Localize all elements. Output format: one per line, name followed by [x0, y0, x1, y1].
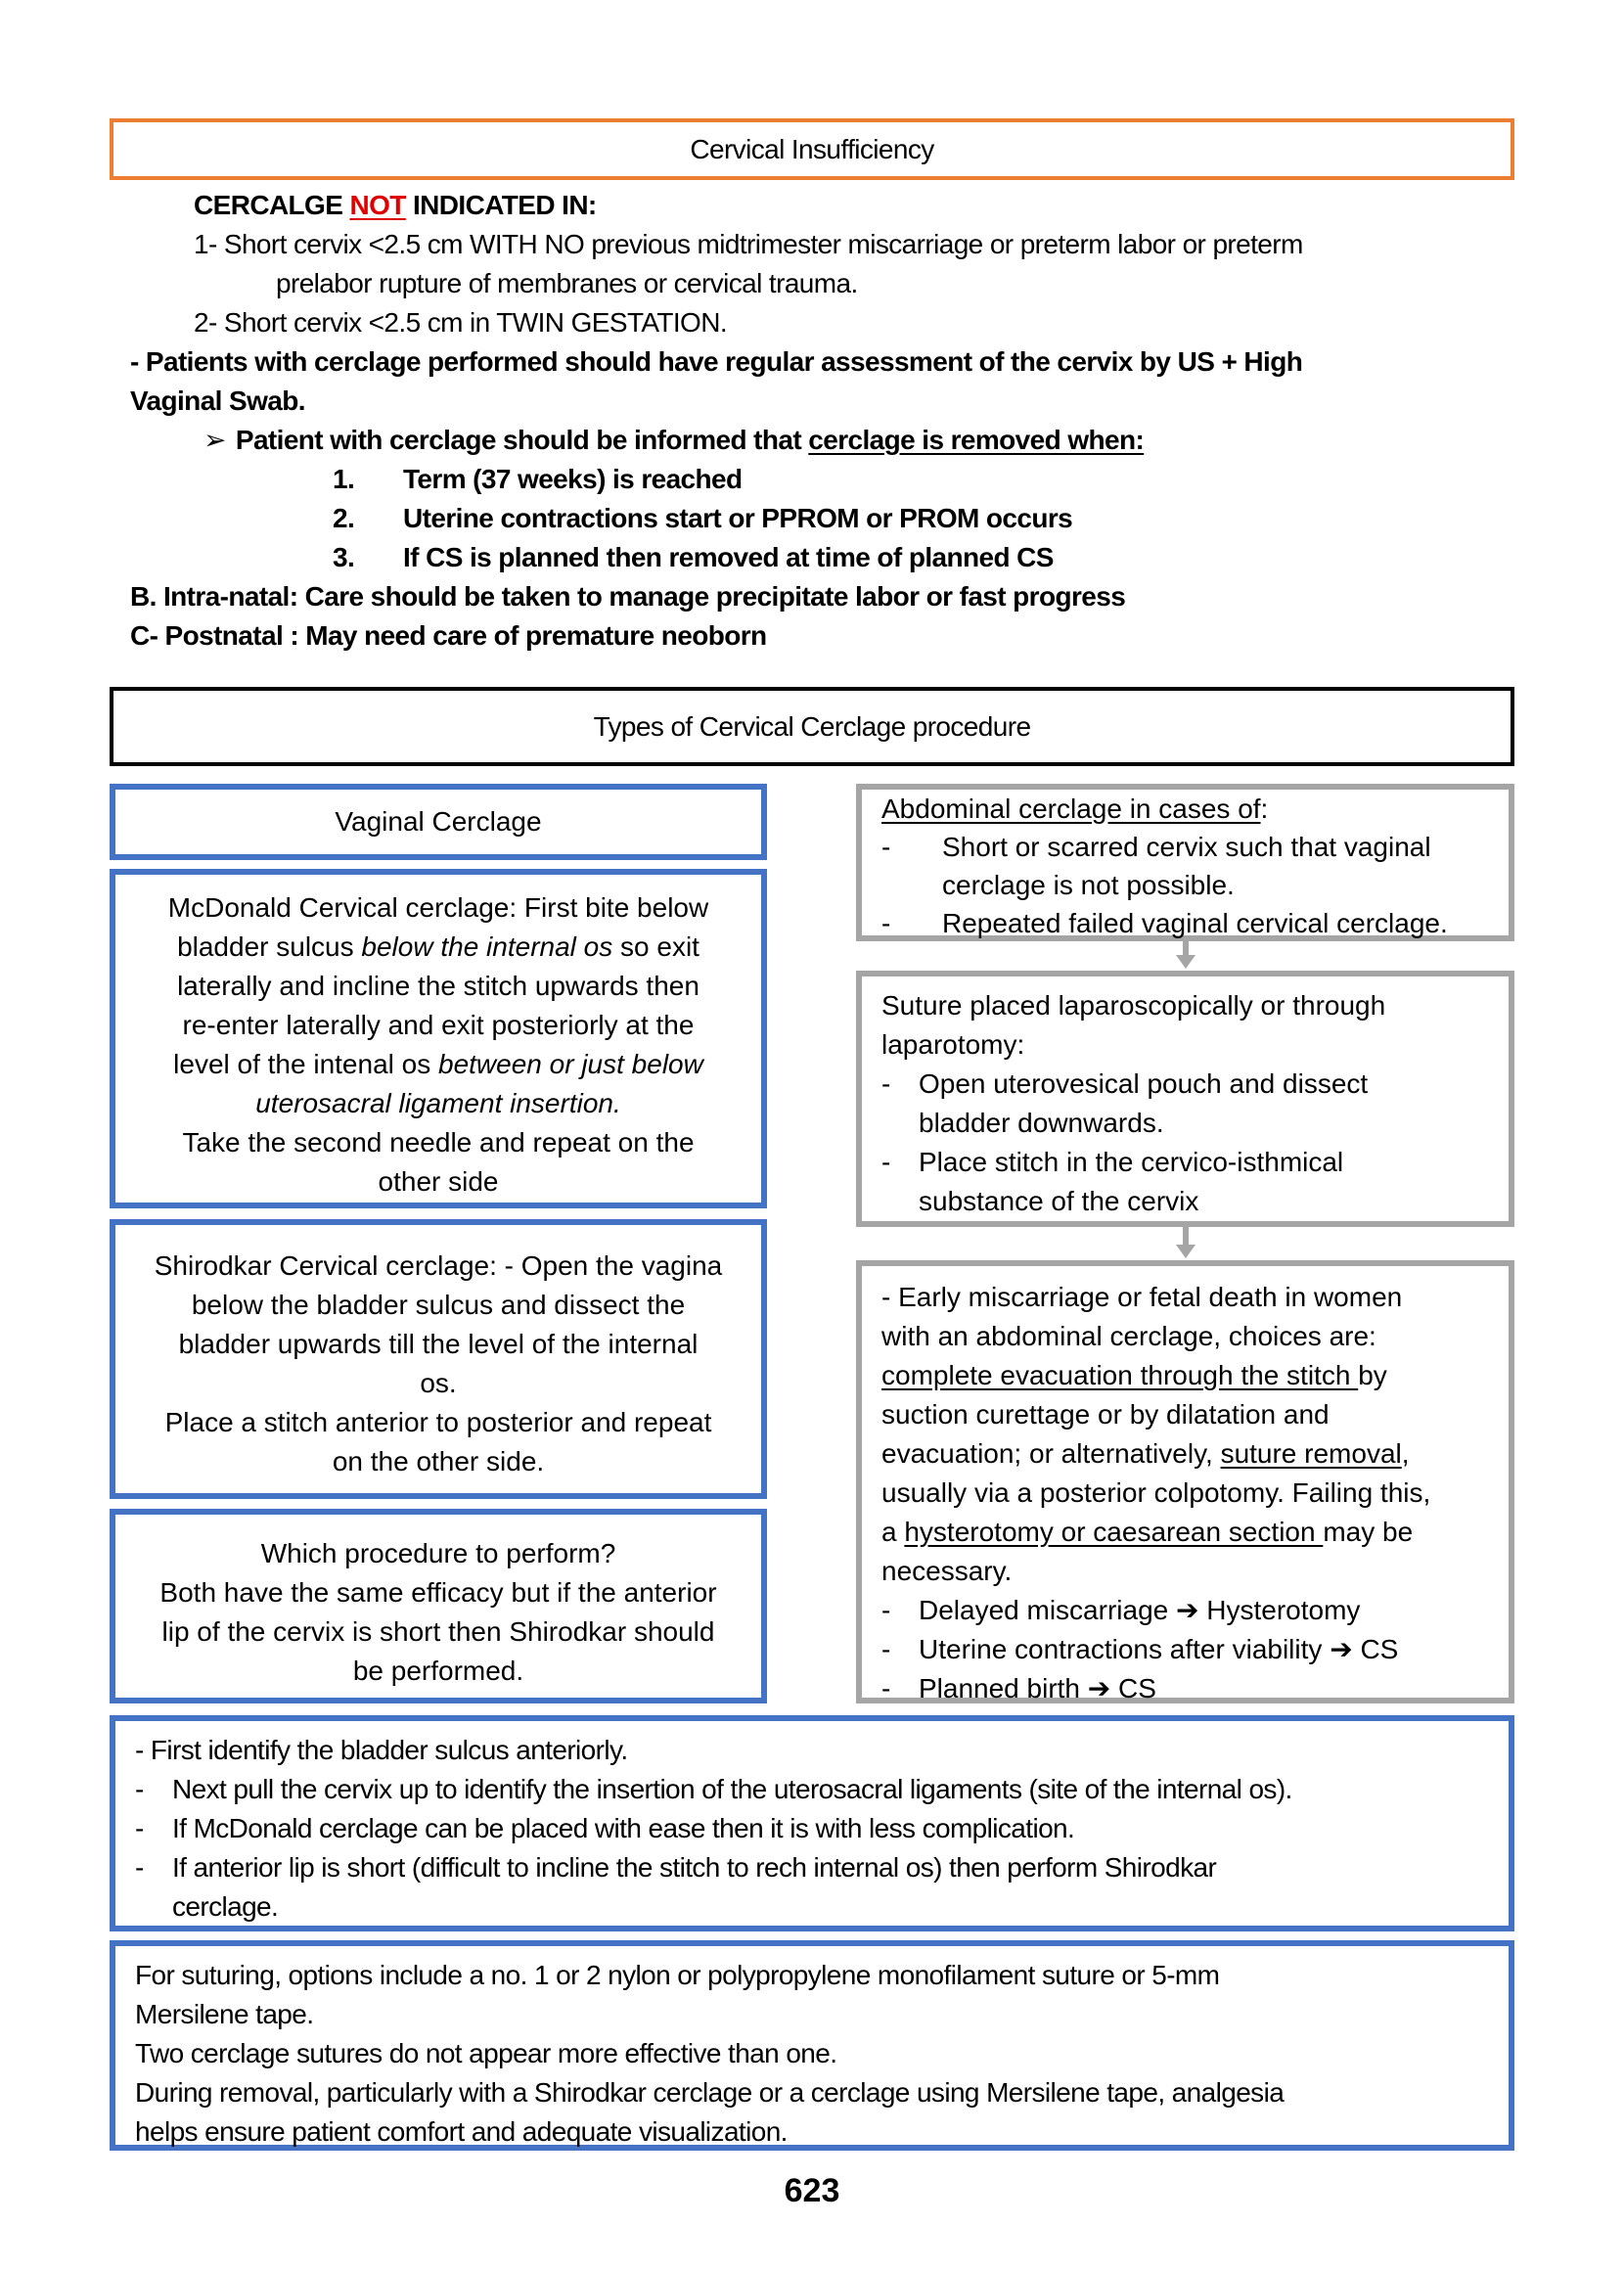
indication-item: - Repeated failed vaginal cervical cerclage.	[881, 908, 1448, 938]
not-indicated-item-1: 1- Short cervix <2.5 cm WITH NO previous midtrimester miscarriage or preterm labor or preterm	[194, 229, 1303, 259]
intranatal-line: B. Intra-natal: Care should be taken to manage precipitate labor or fast progress	[130, 581, 1126, 612]
flow-arrow-stem	[1183, 1227, 1189, 1247]
not-indicated-item-1-cont: prelabor rupture of membranes or cervical trauma.	[276, 268, 858, 298]
flow-arrow-down-icon	[1176, 955, 1195, 969]
shirodkar-box: Shirodkar Cervical cerclage: - Open the vagina below the bladder sulcus and dissect the bladder upwards till the level of the internal os. Place a stitch anterior to posterior and repeat on the other side.	[110, 1219, 767, 1499]
section-title-box	[110, 118, 1514, 180]
postnatal-line: C- Postnatal : May need care of premature neoborn	[130, 620, 767, 651]
page-number: 623	[784, 2172, 840, 2209]
assessment-line-2: Vaginal Swab.	[130, 386, 305, 416]
section-title: Cervical Insufficiency	[690, 133, 934, 164]
removal-item: 1. Term (37 weeks) is reached	[333, 464, 743, 494]
outcome-item: - Uterine contractions after viability ➔ CS	[881, 1630, 1509, 1669]
types-title-box	[110, 687, 1514, 766]
removal-item: 3. If CS is planned then removed at time of planned CS	[333, 542, 1054, 572]
removal-heading: ➢ Patient with cerclage should be informed that cerclage is removed when:	[203, 425, 1145, 455]
vaginal-cerclage-title: Vaginal Cerclage	[335, 806, 542, 837]
step-item: - If McDonald cerclage can be placed with ease then it is with less complication.	[135, 1813, 1075, 1843]
technique-item: - Place stitch in the cervico-isthmical substance of the cervix	[881, 1147, 1344, 1216]
mcdonald-box: McDonald Cervical cerclage: First bite below bladder sulcus below the internal os so exit laterally and incline the stitch upwards then re-enter laterally and exit posteriorly at the level of the intenal os between or just below uterosacral ligament insertion. Take the second needle and repeat on the other side	[110, 869, 767, 1208]
technique-item: - Open uterovesical pouch and dissect bladder downwards.	[881, 1068, 1369, 1138]
vaginal-cerclage-title-box	[110, 784, 767, 860]
types-title: Types of Cervical Cerclage procedure	[593, 710, 1031, 742]
flow-arrow-down-icon	[1176, 1245, 1195, 1258]
not-emphasis: NOT	[349, 190, 406, 220]
right-arrow-icon: ➔	[1330, 1634, 1353, 1664]
which-procedure-box: Which procedure to perform? Both have the same efficacy but if the anterior lip of the cervix is short then Shirodkar should be performed.	[110, 1509, 767, 1703]
step-item: - Next pull the cervix up to identify the insertion of the uterosacral ligaments (site of the internal os).	[135, 1774, 1292, 1804]
arrow-bullet-icon: ➢	[203, 425, 226, 455]
step-item: - If anterior lip is short (difficult to incline the stitch to rech internal os) then perform Shirodkar cerclage.	[135, 1852, 1217, 1922]
outcome-item: - Delayed miscarriage ➔ Hysterotomy	[881, 1591, 1509, 1630]
abdominal-technique-box: Suture placed laparoscopically or through laparotomy: - Open uterovesical pouch and dissect bladder downwards. - Place stitch in the cervico-isthmical substance of the cervix	[856, 971, 1514, 1227]
indication-item: - Short or scarred cervix such that vaginal cerclage is not possible.	[881, 832, 1431, 900]
removal-item: 2. Uterine contractions start or PPROM or PROM occurs	[333, 503, 1073, 533]
outcome-item: - Planned birth ➔ CS	[881, 1669, 1509, 1708]
assessment-line-1: - Patients with cerclage performed should have regular assessment of the cervix by US + High	[130, 346, 1303, 377]
suturing-box: For suturing, options include a no. 1 or 2 nylon or polypropylene monofilament suture or 5-mm Mersilene tape. Two cerclage sutures do not appear more effective than one. During removal, particularly with a Shirodkar cerclage or a cerclage using Mersilene tape, analgesia helps ensure patient comfort and adequate visualization.	[110, 1940, 1514, 2151]
abdominal-complications-box: - Early miscarriage or fetal death in women with an abdominal cerclage, choices are: complete evacuation through the stitch by suction curettage or by dilatation and evacuation; or alternatively, suture removal, usually via a posterior colpotomy. Failing this, a hysterotomy or caesarean section may be necessary. - Delayed miscarriage ➔ Hysterotomy - Uterine contractions after viability ➔ CS - Planned birth ➔ CS	[856, 1260, 1514, 1703]
right-arrow-icon: ➔	[1087, 1673, 1111, 1703]
right-arrow-icon: ➔	[1176, 1595, 1199, 1625]
abdominal-indications-box: Abdominal cerclage in cases of: - Short or scarred cervix such that vaginal cerclage is not possible. - Repeated failed vaginal cervical cerclage.	[856, 784, 1514, 941]
not-indicated-heading: CERCALGE NOT INDICATED IN:	[194, 190, 597, 220]
steps-box: - First identify the bladder sulcus anteriorly. - Next pull the cervix up to identify the insertion of the uterosacral ligaments (site of the internal os). - If McDonald cerclage can be placed with ease then it is with less complication. - If anterior lip is short (difficult to incline the stitch to rech internal os) then perform Shirodkar cerclage.	[110, 1715, 1514, 1931]
not-indicated-item-2: 2- Short cervix <2.5 cm in TWIN GESTATION.	[194, 307, 728, 338]
